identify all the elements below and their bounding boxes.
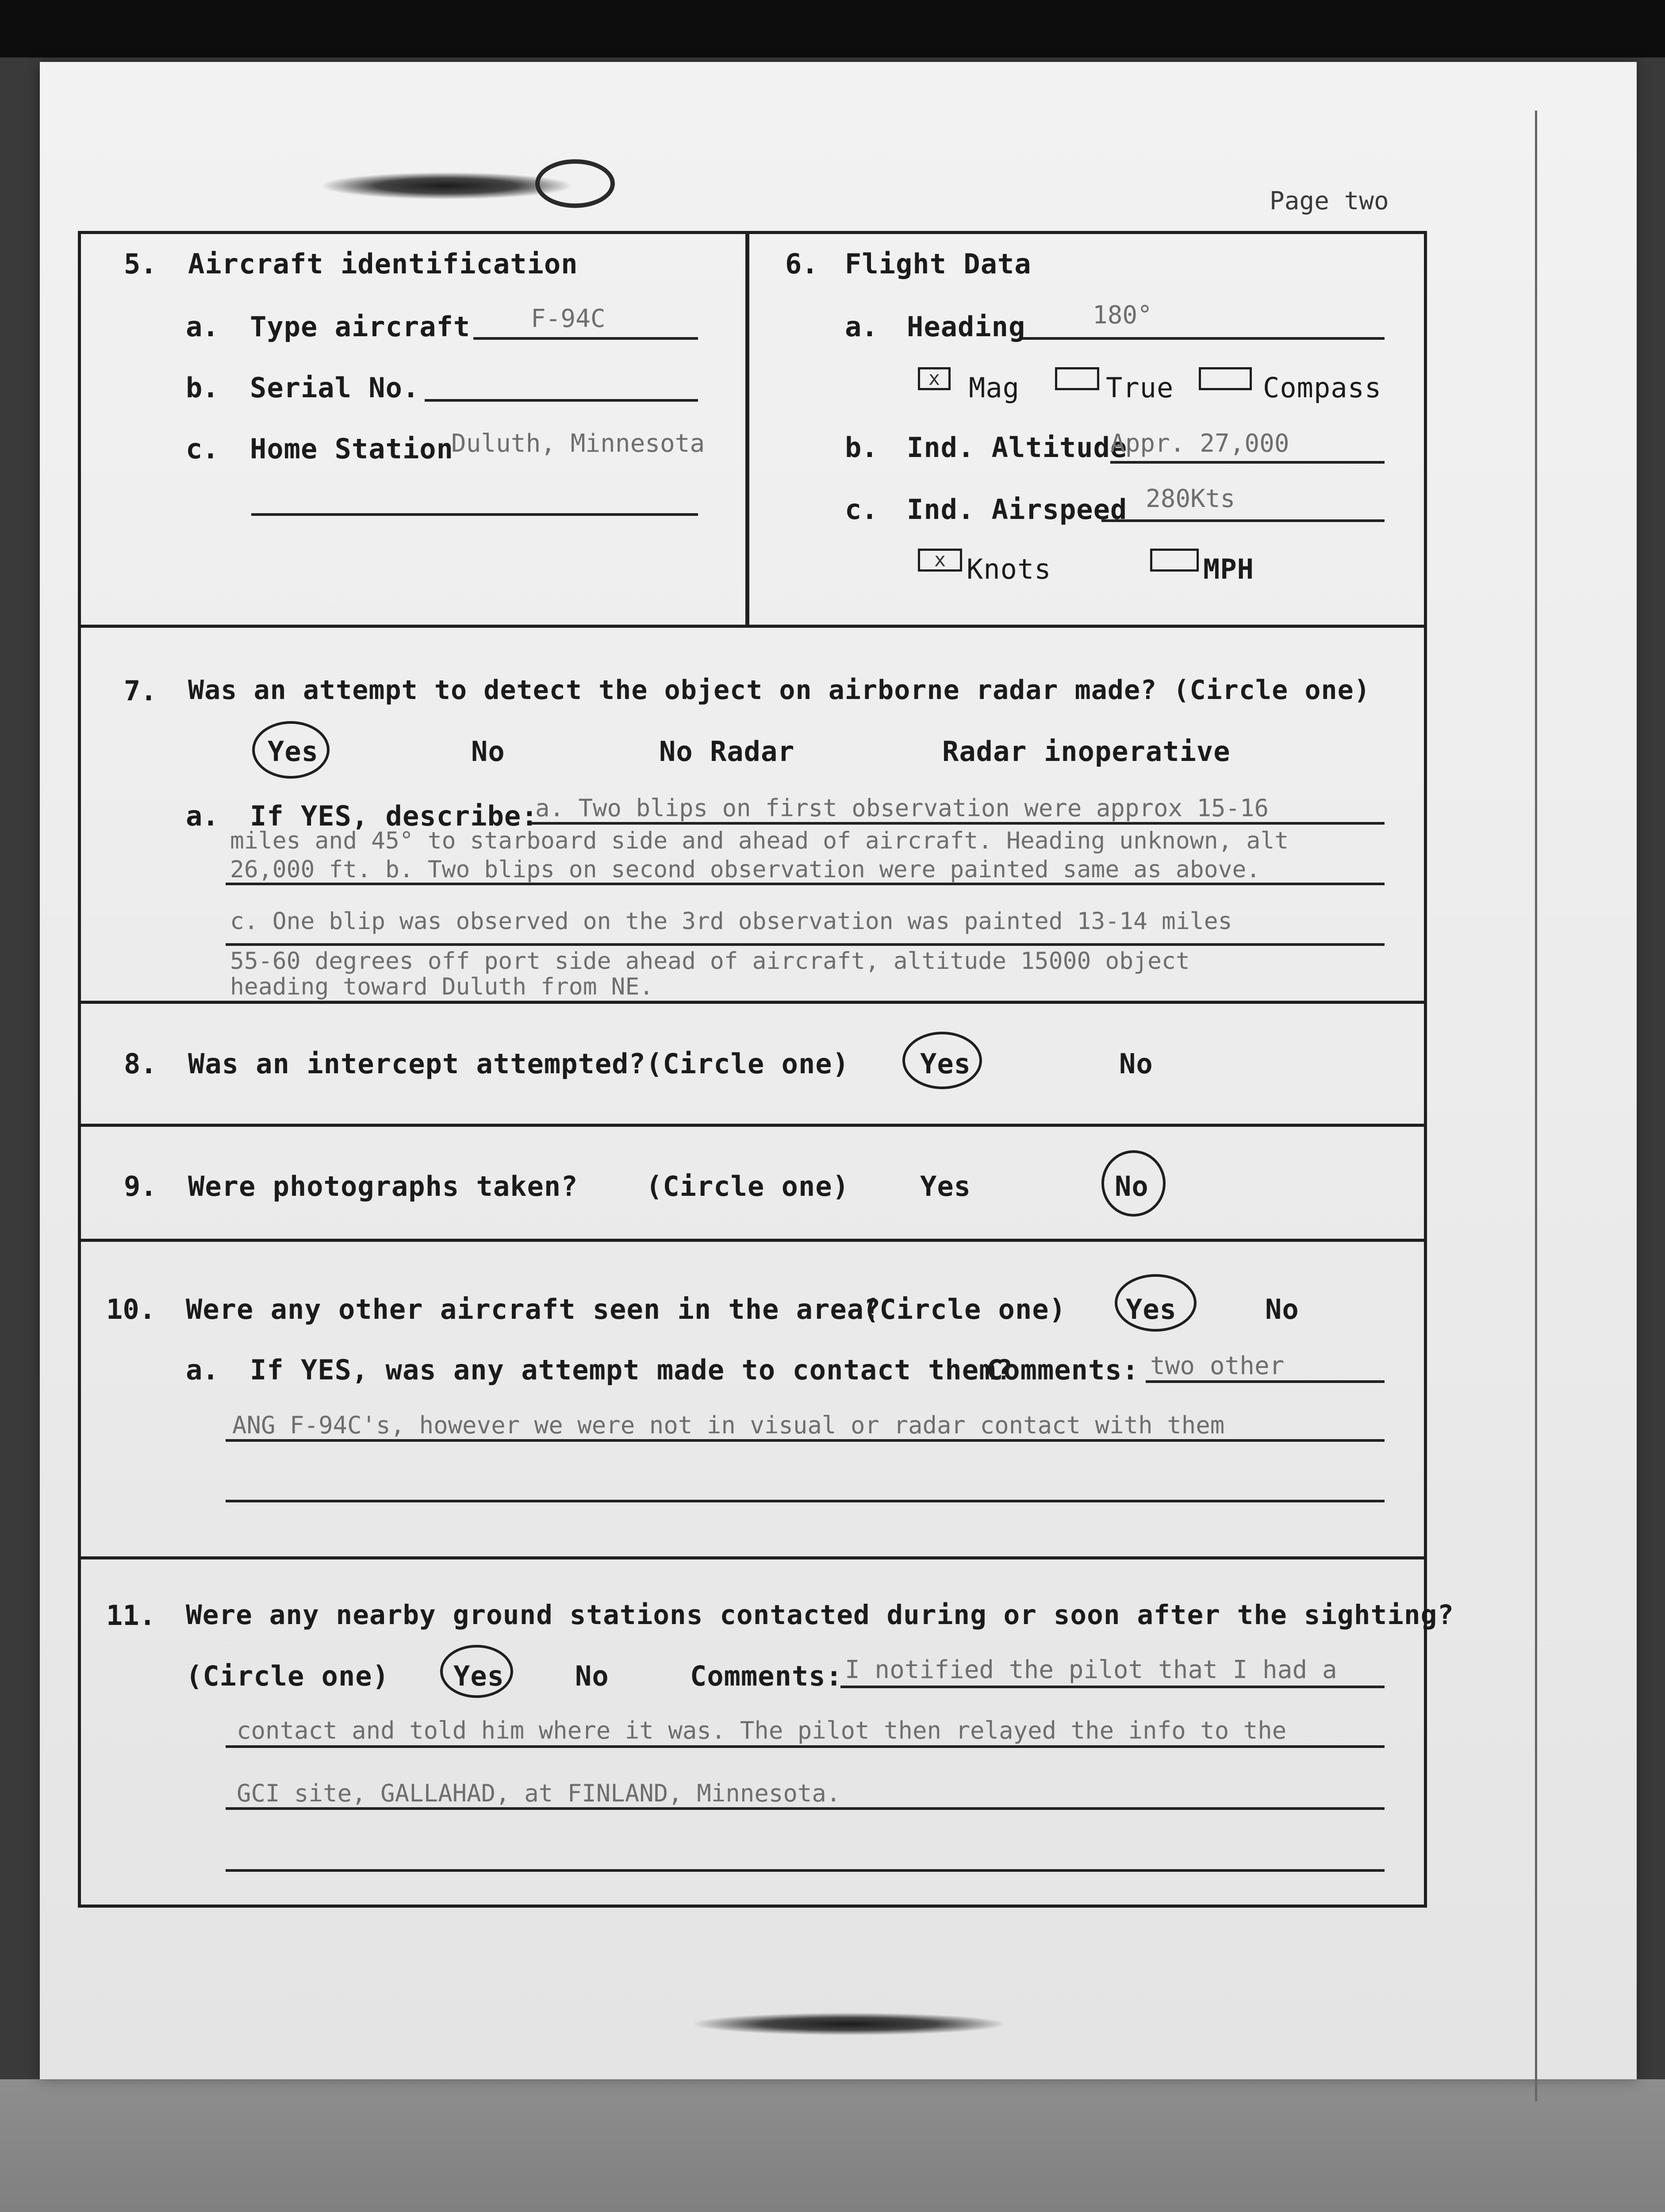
q9-question: Were photographs taken?: [188, 1170, 578, 1202]
mph-label: MPH: [1203, 553, 1254, 585]
q8-option-yes[interactable]: Yes: [920, 1048, 971, 1080]
compass-checkbox[interactable]: [1199, 367, 1252, 390]
mph-checkbox[interactable]: [1150, 549, 1199, 572]
heading-line: [1022, 333, 1385, 340]
q11-comment-line-3[interactable]: GCI site, GALLAHAD, at FINLAND, Minnesota.: [237, 1779, 841, 1807]
home-station-label: Home Station: [250, 433, 453, 465]
heading-label: Heading: [907, 311, 1026, 343]
q7-description-line[interactable]: 26,000 ft. b. Two blips on second observation were painted same as above.: [230, 856, 1261, 883]
home-station-line-2: [251, 509, 698, 516]
q5-serial-letter: b.: [186, 372, 219, 404]
altitude-label: Ind. Altitude: [907, 431, 1128, 464]
q7-description-line[interactable]: miles and 45° to starboard side and ahead of aircraft. Heading unknown, alt: [230, 827, 1289, 854]
q10-comment-rule: [226, 1495, 1385, 1502]
q10-sub-question: If YES, was any attempt made to contact them?: [250, 1354, 1013, 1386]
q7-rule: [531, 818, 1385, 825]
q7-option-no[interactable]: No: [471, 735, 505, 768]
page-label: Page two: [1270, 187, 1389, 215]
redaction-smudge: [323, 173, 571, 199]
mag-checkbox[interactable]: x: [918, 367, 951, 390]
q7-describe-label: If YES, describe:: [250, 800, 538, 832]
q10-circle-label: (Circle one): [863, 1293, 1066, 1325]
home-station-value[interactable]: Duluth, Minnesota: [451, 429, 705, 458]
q7-description-line[interactable]: heading toward Duluth from NE.: [230, 973, 654, 1000]
row-divider: [78, 1001, 1427, 1004]
q6-heading-letter: a.: [845, 311, 878, 343]
q9-number: 9.: [124, 1170, 157, 1202]
q10-comments-label: Comments:: [986, 1354, 1139, 1386]
row-divider: [78, 1556, 1427, 1559]
q7-description-line[interactable]: c. One blip was observed on the 3rd observation was painted 13-14 miles: [230, 908, 1232, 935]
airspeed-line: [1101, 515, 1385, 522]
q8-circle-label: (Circle one): [646, 1048, 849, 1080]
q9-option-yes[interactable]: Yes: [920, 1170, 971, 1202]
type-aircraft-value[interactable]: F-94C: [531, 304, 606, 333]
serial-no-line: [425, 395, 698, 402]
altitude-value[interactable]: Appr. 27,000: [1110, 429, 1289, 458]
true-checkbox[interactable]: [1055, 367, 1099, 390]
q11-question: Were any nearby ground stations contacted during or soon after the sighting?: [186, 1599, 1454, 1631]
q7-description-line[interactable]: a. Two blips on first observation were approx 15-16: [535, 794, 1269, 822]
type-aircraft-line: [473, 333, 698, 340]
q11-comment-line-2[interactable]: contact and told him where it was. The pilot then relayed the info to the: [237, 1717, 1287, 1744]
q11-comment-rule: [226, 1865, 1385, 1872]
type-aircraft-label: Type aircraft: [250, 311, 471, 343]
form-page: [40, 62, 1637, 2079]
compass-label: Compass: [1263, 372, 1382, 404]
q7-option-radar-inoperative[interactable]: Radar inoperative: [942, 735, 1231, 768]
q6-speed-letter: c.: [845, 493, 878, 526]
q7-rule: [226, 939, 1385, 946]
q6-number: 6.: [785, 248, 818, 280]
redaction-smudge: [535, 159, 615, 208]
q10-comment-line-1[interactable]: two other: [1150, 1352, 1285, 1380]
q11-option-no[interactable]: No: [575, 1660, 609, 1692]
q9-option-no[interactable]: No: [1115, 1170, 1149, 1202]
knots-label: Knots: [967, 553, 1051, 585]
margin-rule: [1535, 111, 1537, 2101]
film-border-bottom: [0, 2079, 1665, 2212]
q5-home-letter: c.: [186, 433, 219, 465]
row-divider: [78, 1124, 1427, 1127]
q7-rule: [226, 878, 1385, 885]
q7-question: Was an attempt to detect the object on airborne radar made? (Circle one): [188, 675, 1370, 706]
q11-comment-rule: [226, 1803, 1385, 1810]
q7-option-no-radar[interactable]: No Radar: [659, 735, 795, 768]
q5-number: 5.: [124, 248, 157, 280]
q5-title: Aircraft identification: [188, 248, 578, 280]
altitude-line: [1110, 457, 1385, 464]
q8-option-no[interactable]: No: [1119, 1048, 1153, 1080]
airspeed-label: Ind. Airspeed: [907, 493, 1128, 526]
q11-comments-label: Comments:: [690, 1660, 843, 1692]
true-label: True: [1106, 372, 1174, 404]
q11-comment-rule: [840, 1681, 1385, 1688]
q10-comment-rule: [226, 1435, 1385, 1442]
q10-number: 10.: [106, 1293, 156, 1325]
q7-number: 7.: [124, 675, 157, 707]
q7-description-line[interactable]: 55-60 degrees off port side ahead of aircraft, altitude 15000 object: [230, 948, 1190, 975]
q10-sub-letter: a.: [186, 1354, 219, 1386]
q10-option-no[interactable]: No: [1265, 1293, 1299, 1325]
q11-option-yes[interactable]: Yes: [453, 1660, 504, 1692]
heading-value[interactable]: 180°: [1093, 301, 1152, 330]
redaction-smudge: [694, 2013, 1004, 2035]
row-divider: [78, 625, 1427, 628]
mag-label: Mag: [969, 372, 1020, 404]
q11-circle-label: (Circle one): [186, 1660, 389, 1692]
airspeed-value[interactable]: 280Kts: [1146, 484, 1235, 513]
q6-title: Flight Data: [845, 248, 1032, 280]
knots-checkbox[interactable]: x: [918, 549, 962, 572]
q7-option-yes[interactable]: Yes: [268, 735, 318, 768]
q9-circle-label: (Circle one): [646, 1170, 849, 1202]
row-divider: [78, 1239, 1427, 1242]
q7-sub-letter: a.: [186, 800, 219, 832]
q11-comment-line-1[interactable]: I notified the pilot that I had a: [845, 1655, 1337, 1684]
q10-comment-rule: [1146, 1376, 1385, 1383]
q6-alt-letter: b.: [845, 431, 878, 464]
q11-comment-rule: [226, 1741, 1385, 1748]
serial-no-label: Serial No.: [250, 372, 420, 404]
q8-question: Was an intercept attempted?: [188, 1048, 646, 1080]
q10-comment-line-2[interactable]: ANG F-94C's, however we were not in visual or radar contact with them: [232, 1411, 1225, 1439]
film-border-top: [0, 0, 1665, 58]
q5-type-letter: a.: [186, 311, 219, 343]
q10-option-yes[interactable]: Yes: [1126, 1293, 1177, 1325]
q8-number: 8.: [124, 1048, 157, 1080]
q11-number: 11.: [106, 1599, 156, 1632]
column-divider: [745, 231, 749, 627]
q10-question: Were any other aircraft seen in the area?: [186, 1293, 881, 1325]
